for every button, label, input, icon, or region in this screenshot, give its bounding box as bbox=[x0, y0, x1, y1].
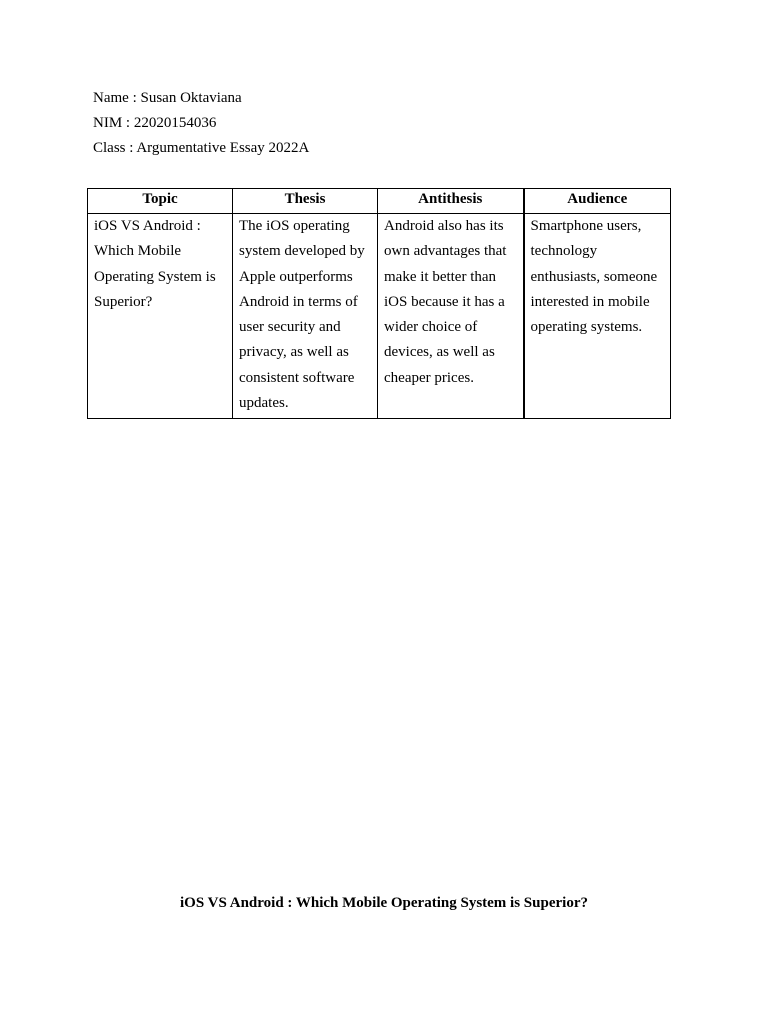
table-row bbox=[88, 214, 671, 419]
student-class: Class : Argumentative Essay 2022A bbox=[93, 140, 310, 156]
table-header-row bbox=[88, 189, 671, 214]
cell-antithesis: Android also has its own advantages that make it better than iOS because it has a wider choice of devices, as well as cheaper prices. bbox=[378, 214, 524, 419]
student-nim: NIM : 22020154036 bbox=[93, 115, 217, 131]
header-antithesis: Antithesis bbox=[378, 189, 524, 214]
header-thesis: Thesis bbox=[233, 189, 378, 214]
essay-title: iOS VS Android : Which Mobile Operating System is Superior? bbox=[180, 895, 588, 911]
student-name: Name : Susan Oktaviana bbox=[93, 90, 242, 106]
header-topic: Topic bbox=[88, 189, 233, 214]
cell-topic: iOS VS Android : Which Mobile Operating System is Superior? bbox=[88, 214, 233, 419]
cell-audience: Smartphone users, technology enthusiasts, someone interested in mobile operating systems. bbox=[524, 214, 671, 419]
student-info bbox=[93, 86, 309, 161]
cell-thesis: The iOS operating system developed by Apple outperforms Android in terms of user security and privacy, as well as consistent software updates. bbox=[233, 214, 378, 419]
essay-outline-table bbox=[87, 188, 671, 419]
header-audience: Audience bbox=[524, 189, 671, 214]
